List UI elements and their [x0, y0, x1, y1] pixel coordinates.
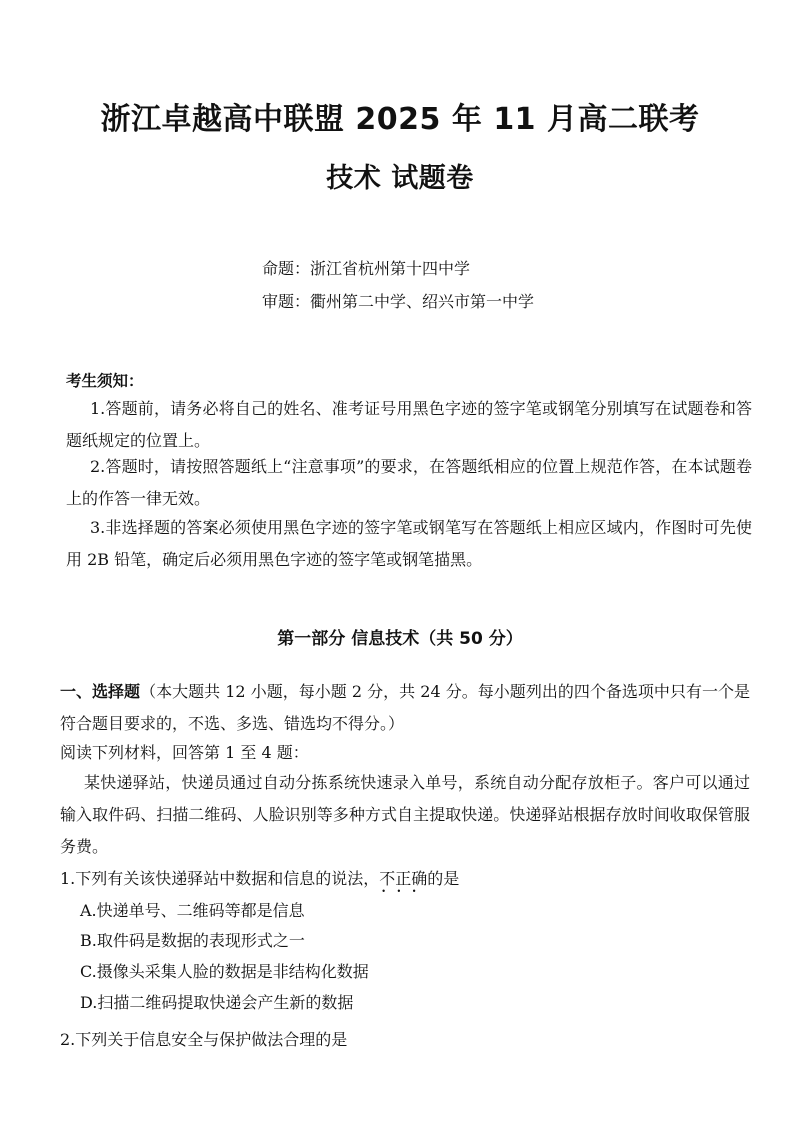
- question-1-stem-before: 1.下列有关该快递驿站中数据和信息的说法，: [60, 869, 380, 888]
- notice-heading: 考生须知：: [66, 372, 144, 390]
- reading-material: 某快递驿站，快递员通过自动分拣系统快速录入单号，系统自动分配存放柜子。客户可以通过输入取件码、扫描二维码、人脸识别等多种方式自主提取快递。快递驿站根据存放时间收取保管服务费。: [60, 773, 750, 856]
- reading-prompt: 阅读下列材料，回答第 1 至 4 题：: [60, 743, 309, 762]
- question-1-emphasis: 不正确 • • •: [379, 869, 427, 888]
- notice-item-1: 1.答题前，请务必将自己的姓名、准考证号用黑色字迹的签字笔或钢笔分别填写在试题卷和答题纸规定的位置上。: [66, 399, 752, 450]
- exam-title: 浙江卓越高中联盟 2025 年 11 月高二联考: [100, 102, 700, 137]
- question-1-option-c: C.摄像头采集人脸的数据是非结构化数据: [80, 962, 369, 981]
- question-2-stem: 2.下列关于信息安全与保护做法合理的是: [60, 1030, 348, 1049]
- question-1-stem-after: 的是: [427, 869, 460, 888]
- multiple-choice-label: 一、选择题: [60, 682, 141, 701]
- exam-subtitle: 技术 试题卷: [326, 163, 474, 194]
- notice-item-3: 3.非选择题的答案必须使用黑色字迹的签字笔或钢笔写在答题纸上相应区域内，作图时可先使用 2B 铅笔，确定后必须用黑色字迹的签字笔或钢笔描黑。: [66, 518, 752, 569]
- question-1-option-b: B.取件码是数据的表现形式之一: [80, 931, 305, 950]
- proposer-line: 命题：浙江省杭州第十四中学: [262, 259, 471, 278]
- reviewer-line: 审题：衢州第二中学、绍兴市第一中学: [262, 292, 535, 311]
- section-title: 第一部分 信息技术（共 50 分）: [277, 629, 523, 649]
- notice-item-2: 2.答题时，请按照答题纸上“注意事项”的要求，在答题纸相应的位置上规范作答，在本试题卷上的作答一律无效。: [66, 457, 752, 508]
- question-1-option-d: D.扫描二维码提取快递会产生新的数据: [80, 993, 354, 1012]
- question-1-stem: [60, 866, 459, 889]
- question-1-option-a: A.快递单号、二维码等都是信息: [80, 901, 305, 920]
- multiple-choice-instructions: [60, 676, 750, 740]
- multiple-choice-rules: （本大题共 12 小题，每小题 2 分，共 24 分。每小题列出的四个备选项中只有一个是符合题目要求的，不选、多选、错选均不得分。）: [60, 682, 750, 733]
